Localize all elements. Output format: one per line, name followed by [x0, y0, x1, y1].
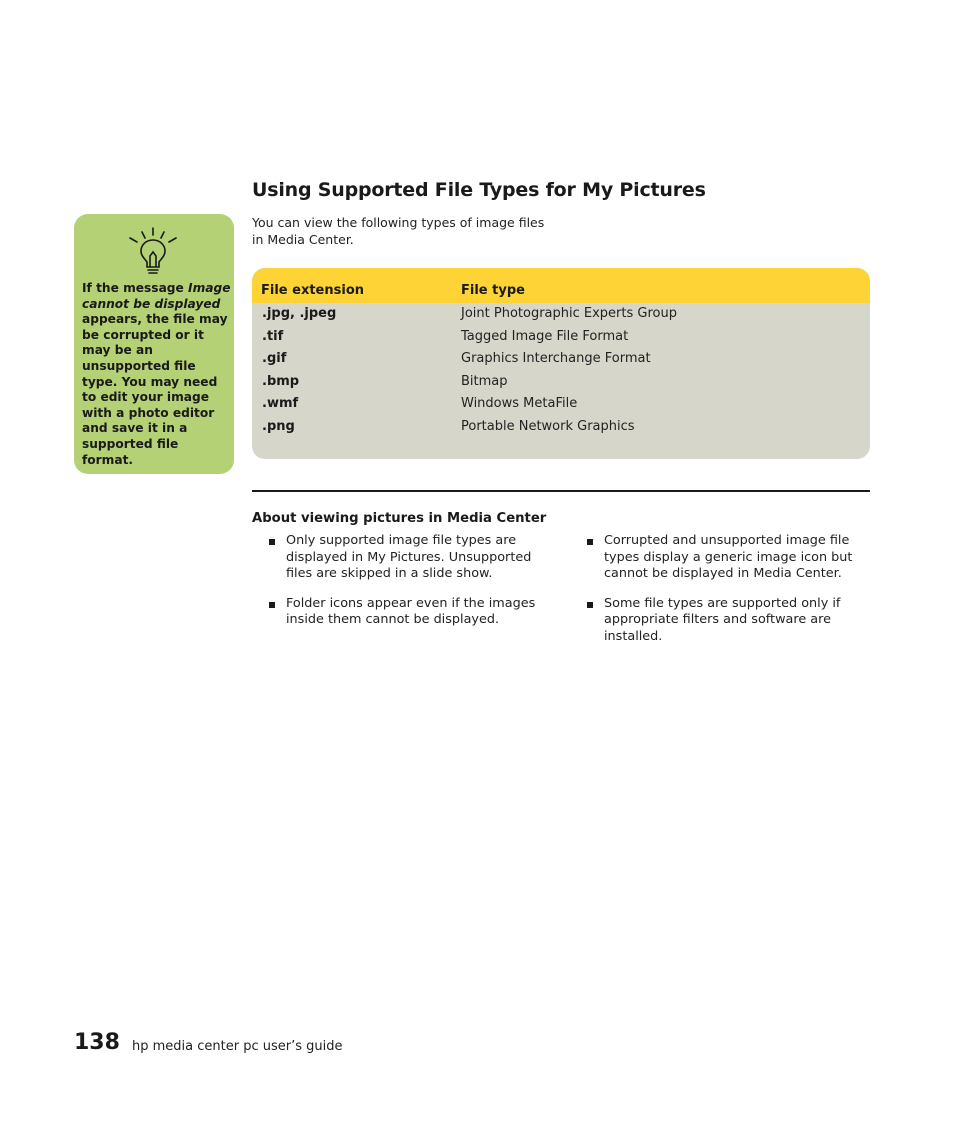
bullet-square-icon: [269, 539, 275, 545]
intro-paragraph: You can view the following types of image files in Media Center.: [252, 215, 545, 247]
table-row: [252, 416, 870, 439]
section-divider: [252, 490, 870, 492]
lightbulb-icon: [129, 226, 177, 276]
list-item: [269, 533, 559, 583]
section-title: About viewing pictures in Media Center: [252, 511, 547, 526]
cell-type: Portable Network Graphics: [461, 418, 635, 434]
tip-text-emphasis: Image cannot be displayed: [82, 281, 231, 311]
list-item: [587, 533, 877, 583]
list-item: [587, 596, 877, 646]
list-item: [269, 596, 559, 629]
guide-title: hp media center pc user’s guide: [132, 1039, 343, 1054]
column-header-extension: File extension: [261, 283, 365, 298]
list-item-text: Folder icons appear even if the images inside them cannot be displayed.: [286, 595, 536, 628]
file-types-table: [252, 268, 870, 459]
cell-type: Windows MetaFile: [461, 396, 578, 412]
table-row: [252, 393, 870, 416]
column-header-type: File type: [461, 283, 525, 298]
tip-text-part: appears, the file may be corrupted or it may be an unsupported file type. You may need to edit your image with a photo editor and save it in a supported file format.: [82, 312, 228, 467]
list-item-text: Only supported image file types are displayed in My Pictures. Unsupported files are skipped in a slide show.: [286, 533, 532, 582]
list-item-text: Some file types are supported only if appropriate filters and software are installed.: [604, 595, 841, 644]
cell-extension: .wmf: [262, 396, 299, 412]
tip-box: [74, 214, 234, 474]
cell-extension: .bmp: [262, 373, 300, 389]
tip-text: [82, 281, 232, 468]
table-row: [252, 371, 870, 394]
bullet-square-icon: [587, 539, 593, 545]
table-header: [252, 268, 870, 303]
bullet-list-right: [587, 533, 877, 659]
bullet-square-icon: [269, 602, 275, 608]
cell-extension: .png: [262, 418, 295, 434]
table-row: [252, 348, 870, 371]
cell-type: Tagged Image File Format: [461, 328, 629, 344]
page-number: 138: [74, 1030, 120, 1055]
table-body: [252, 303, 870, 439]
table-row: [252, 326, 870, 349]
cell-type: Graphics Interchange Format: [461, 351, 651, 367]
tip-text-part: If the message: [82, 281, 189, 295]
cell-extension: .jpg, .jpeg: [262, 306, 337, 321]
list-item-text: Corrupted and unsupported image file types display a generic image icon but cannot be displayed in Media Center.: [604, 533, 853, 582]
cell-extension: .gif: [262, 351, 287, 367]
bullet-list-left: [269, 533, 559, 642]
cell-extension: .tif: [262, 328, 284, 344]
table-row: [252, 303, 870, 326]
page-title: Using Supported File Types for My Pictures: [252, 179, 706, 201]
bullet-square-icon: [587, 602, 593, 608]
cell-type: Bitmap: [461, 373, 508, 389]
cell-type: Joint Photographic Experts Group: [461, 306, 677, 321]
